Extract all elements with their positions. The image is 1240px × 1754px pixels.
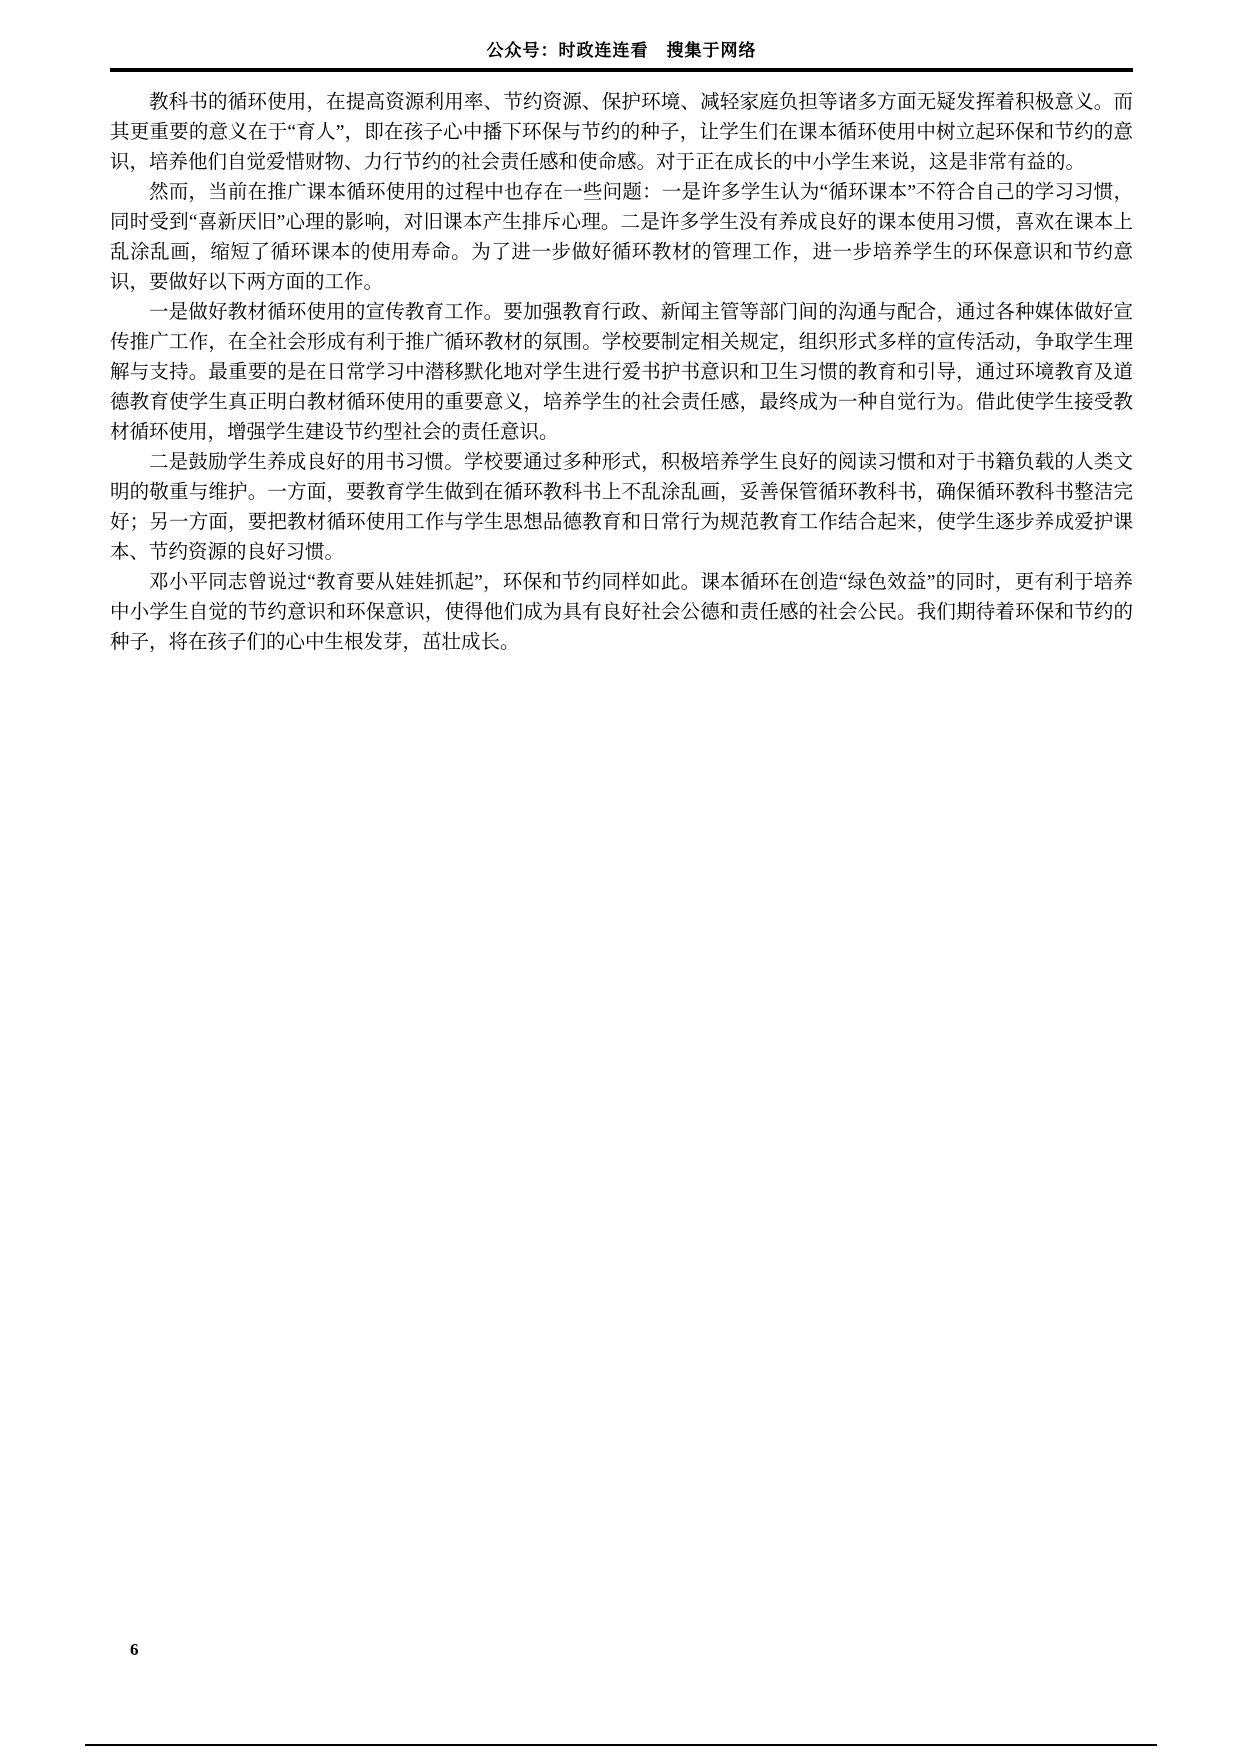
page-number: 6 [130,1640,139,1659]
paragraph: 邓小平同志曾说过“教育要从娃娃抓起”，环保和节约同样如此。课本循环在创造“绿色效益”的同时，更有利于培养中小学生自觉的节约意识和环保意识，使得他们成为具有良好社会公德和责任感的社会公民。我们期待着环保和节约的种子，将在孩子们的心中生根发芽，茁壮成长。 [110,572,1133,653]
document-body [110,88,1133,658]
page-header [110,36,1133,72]
footer-rule [85,1744,1157,1746]
paragraph: 一是做好教材循环使用的宣传教育工作。要加强教育行政、新闻主管等部门间的沟通与配合，通过各种媒体做好宣传推广工作，在全社会形成有利于推广循环教材的氛围。学校要制定相关规定，组织形式多样的宣传活动，争取学生理解与支持。最重要的是在日常学习中潜移默化地对学生进行爱书护书意识和卫生习惯的教育和引导，通过环境教育及道德教育使学生真正明白教材循环使用的重要意义，培养学生的社会责任感，最终成为一种自觉行为。借此使学生接受教材循环使用，增强学生建设节约型社会的责任意识。 [110,302,1133,443]
paragraph: 二是鼓励学生养成良好的用书习惯。学校要通过多种形式，积极培养学生良好的阅读习惯和对于书籍负载的人类文明的敬重与维护。一方面，要教育学生做到在循环教科书上不乱涂乱画，妥善保管循环教科书，确保循环教科书整洁完好；另一方面，要把教材循环使用工作与学生思想品德教育和日常行为规范教育工作结合起来，使学生逐步养成爱护课本、节约资源的良好习惯。 [110,452,1133,563]
paragraph: 教科书的循环使用，在提高资源利用率、节约资源、保护环境、减轻家庭负担等诸多方面无疑发挥着积极意义。而其更重要的意义在于“育人”，即在孩子心中播下环保与节约的种子，让学生们在课本循环使用中树立起环保和节约的意识，培养他们自觉爱惜财物、力行节约的社会责任感和使命感。对于正在成长的中小学生来说，这是非常有益的。 [110,92,1133,173]
header-title: 公众号：时政连连看 搜集于网络 [486,41,757,60]
paragraph: 然而，当前在推广课本循环使用的过程中也存在一些问题：一是许多学生认为“循环课本”不符合自己的学习习惯，同时受到“喜新厌旧”心理的影响，对旧课本产生排斥心理。二是许多学生没有养成良好的课本使用习惯，喜欢在课本上乱涂乱画，缩短了循环课本的使用寿命。为了进一步做好循环教材的管理工作，进一步培养学生的环保意识和节约意识，要做好以下两方面的工作。 [110,182,1133,293]
